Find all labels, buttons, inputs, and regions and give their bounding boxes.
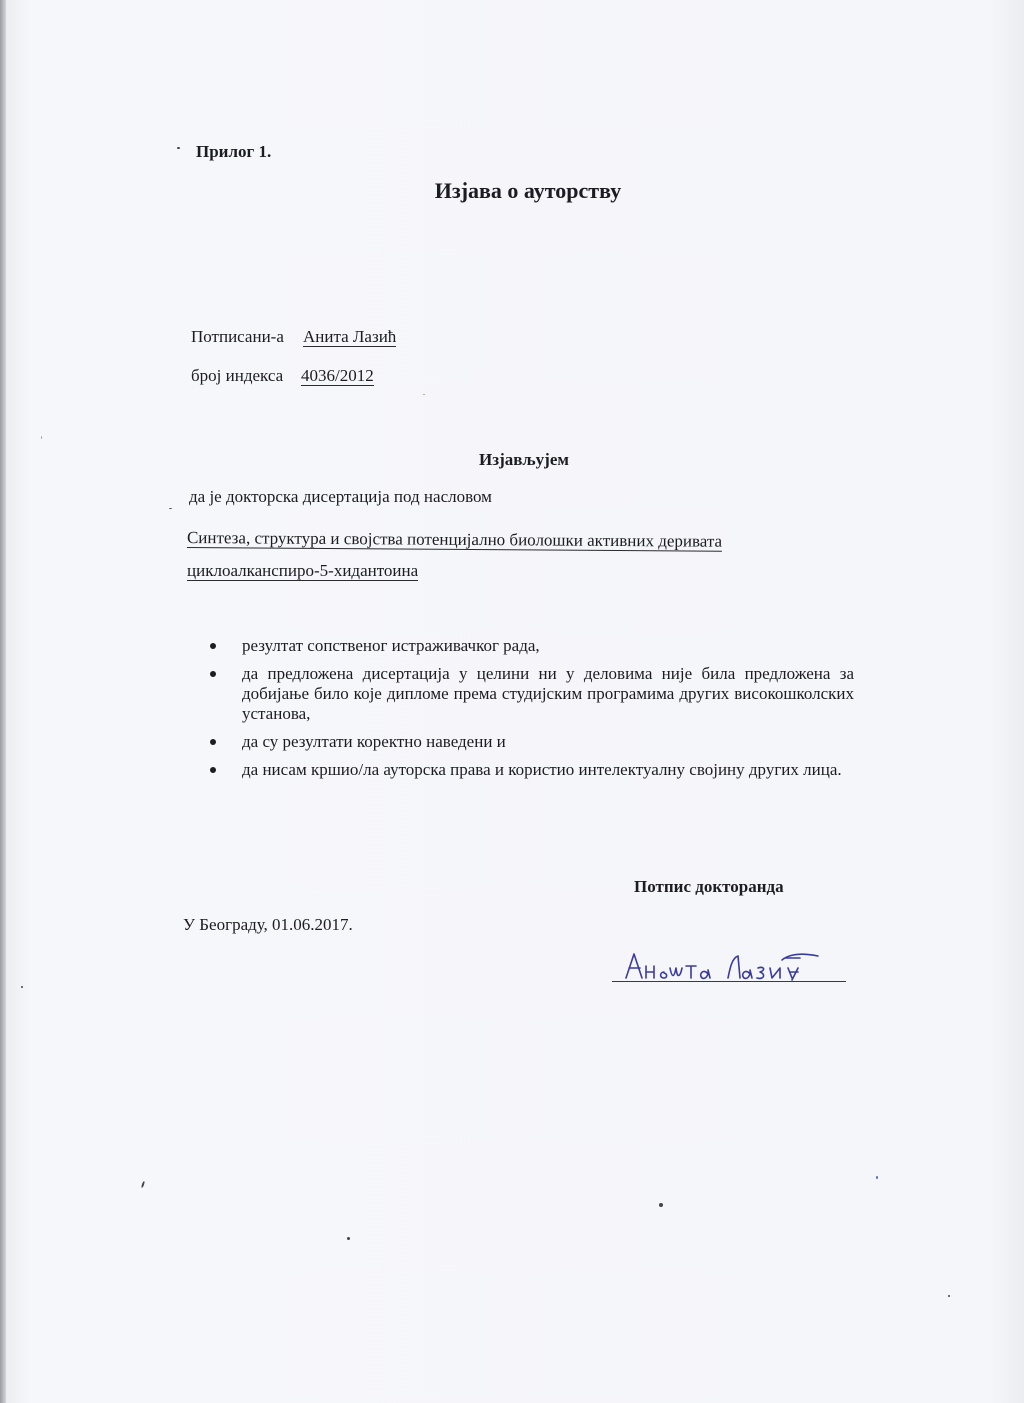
place-date: У Београду, 01.06.2017. xyxy=(183,915,353,934)
scan-speck xyxy=(948,1295,950,1297)
document-title: Изјава о ауторству xyxy=(434,178,622,203)
bullet-icon xyxy=(210,671,216,677)
list-item-text: резултат сопственог истраживачког рада, xyxy=(242,636,540,655)
list-item xyxy=(208,664,854,724)
handwritten-signature xyxy=(612,946,848,986)
list-item-text: да предложена дисертација у целини ни у деловима није била предложена за добијање било које дипломе према студијским програмима других високошколских установа, xyxy=(242,664,854,723)
scan-speck xyxy=(347,1237,350,1240)
list-item xyxy=(208,636,854,656)
scan-speck xyxy=(423,394,425,395)
bullet-icon xyxy=(210,739,216,745)
signer-name: Анита Лазић xyxy=(303,327,397,346)
scan-speck xyxy=(21,986,23,988)
signature-line xyxy=(612,981,846,982)
scan-speck xyxy=(177,147,180,149)
bullet-icon xyxy=(210,643,216,649)
scan-edge xyxy=(0,0,6,1403)
thesis-title-line-2: циклоалканспиро-5-хидантоина xyxy=(187,561,419,580)
appendix-label: Прилог 1. xyxy=(196,142,272,161)
scan-speck xyxy=(169,508,172,509)
declaration-list xyxy=(208,636,854,788)
thesis-title-line-1: Синтеза, структура и својства потенцијално биолошки активних деривата xyxy=(186,528,723,551)
list-item-text: да нисам кршио/ла ауторска права и користио интелектуалну својину других лица. xyxy=(242,760,842,779)
bullet-icon xyxy=(210,767,216,773)
scan-speck xyxy=(876,1176,878,1179)
scan-speck xyxy=(41,436,42,439)
index-number: 4036/2012 xyxy=(301,366,374,385)
intro-line: да је докторска дисертација под насловом xyxy=(189,487,492,506)
list-item xyxy=(208,760,854,780)
list-item xyxy=(208,732,854,752)
declaration-heading: Изјављујем xyxy=(479,450,569,469)
scan-speck xyxy=(659,1203,663,1207)
signer-label: Потписани-а xyxy=(191,327,284,346)
scan-speck xyxy=(141,1181,145,1188)
list-item-text: да су резултати коректно наведени и xyxy=(242,732,506,751)
index-label: број индекса xyxy=(191,366,284,385)
signature-heading: Потпис докторанда xyxy=(634,877,784,896)
